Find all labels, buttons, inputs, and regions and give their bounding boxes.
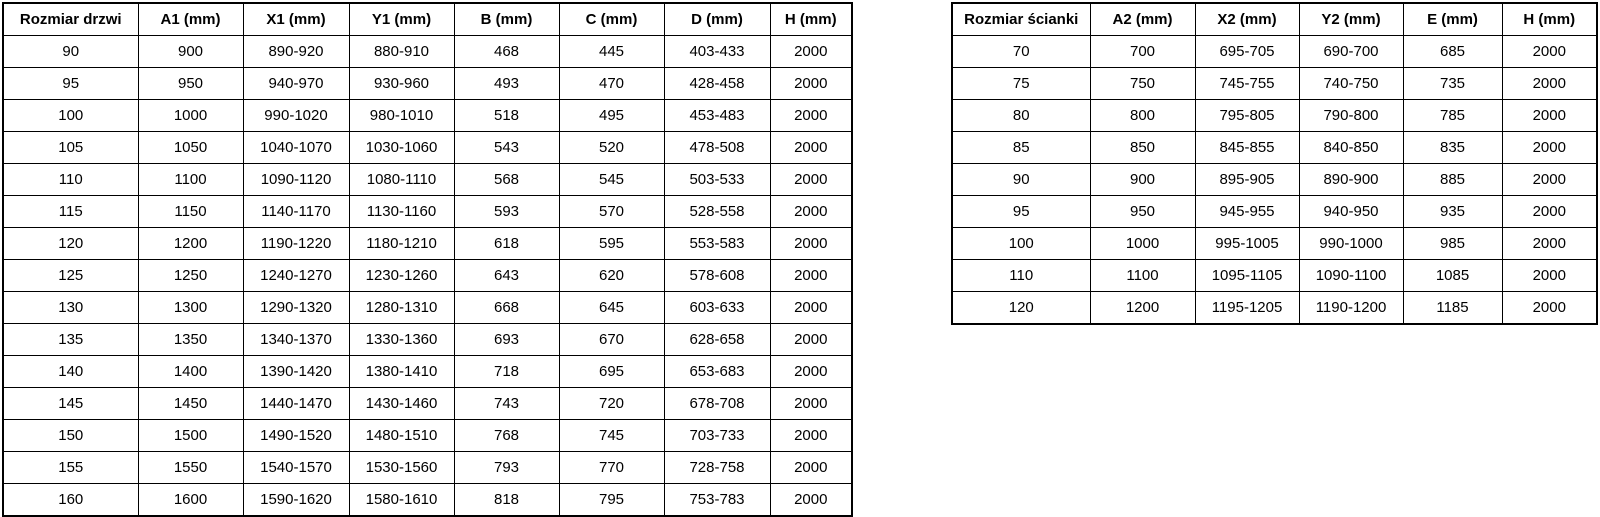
table-cell: 75 [952, 68, 1090, 100]
table-row [3, 68, 852, 100]
table-cell: 990-1000 [1299, 228, 1403, 260]
table-cell: 795 [559, 484, 664, 517]
table-cell: 160 [3, 484, 138, 517]
table-cell: 1095-1105 [1195, 260, 1299, 292]
table-cell: 2000 [1502, 228, 1597, 260]
table-cell: 1040-1070 [243, 132, 349, 164]
table-row [3, 164, 852, 196]
table-cell: 895-905 [1195, 164, 1299, 196]
table-row [952, 100, 1597, 132]
table-cell: 603-633 [664, 292, 770, 324]
table-cell: 470 [559, 68, 664, 100]
table-cell: 793 [454, 452, 559, 484]
table-cell: 1490-1520 [243, 420, 349, 452]
table-cell: 2000 [1502, 292, 1597, 325]
table-cell: 543 [454, 132, 559, 164]
table-cell: 1280-1310 [349, 292, 454, 324]
table-cell: 728-758 [664, 452, 770, 484]
table-cell: 1200 [138, 228, 243, 260]
table-cell: 990-1020 [243, 100, 349, 132]
table-cell: 890-920 [243, 36, 349, 68]
table-cell: 1090-1120 [243, 164, 349, 196]
table-cell: 900 [1090, 164, 1195, 196]
table-cell: 1190-1200 [1299, 292, 1403, 325]
table-cell: 835 [1403, 132, 1502, 164]
table-cell: 1190-1220 [243, 228, 349, 260]
table-cell: 2000 [770, 260, 852, 292]
table-cell: 2000 [1502, 196, 1597, 228]
table-cell: 950 [138, 68, 243, 100]
table-cell: 645 [559, 292, 664, 324]
table-cell: 545 [559, 164, 664, 196]
table-cell: 770 [559, 452, 664, 484]
table-cell: 1480-1510 [349, 420, 454, 452]
table-cell: 110 [952, 260, 1090, 292]
table-cell: 2000 [1502, 164, 1597, 196]
table-cell: 503-533 [664, 164, 770, 196]
table-cell: 468 [454, 36, 559, 68]
table-cell: 945-955 [1195, 196, 1299, 228]
table-cell: 528-558 [664, 196, 770, 228]
table-cell: 695-705 [1195, 36, 1299, 68]
table-cell: 1400 [138, 356, 243, 388]
table-cell: 1500 [138, 420, 243, 452]
table-cell: 1200 [1090, 292, 1195, 325]
table-cell: 1540-1570 [243, 452, 349, 484]
table-row [952, 36, 1597, 68]
table-row [952, 68, 1597, 100]
table-cell: 578-608 [664, 260, 770, 292]
table-cell: 553-583 [664, 228, 770, 260]
column-header: Rozmiar ścianki [952, 3, 1090, 36]
column-header: B (mm) [454, 3, 559, 36]
table-cell: 2000 [770, 484, 852, 517]
table-cell: 453-483 [664, 100, 770, 132]
table-cell: 85 [952, 132, 1090, 164]
table-row [952, 196, 1597, 228]
table-cell: 790-800 [1299, 100, 1403, 132]
table-row [3, 100, 852, 132]
table-cell: 940-950 [1299, 196, 1403, 228]
table-cell: 518 [454, 100, 559, 132]
table-cell: 1600 [138, 484, 243, 517]
table-cell: 618 [454, 228, 559, 260]
table-row [3, 292, 852, 324]
table-row [3, 324, 852, 356]
table-cell: 1000 [138, 100, 243, 132]
table-cell: 950 [1090, 196, 1195, 228]
table-cell: 1000 [1090, 228, 1195, 260]
table-cell: 795-805 [1195, 100, 1299, 132]
table-row [3, 36, 852, 68]
table-row [952, 292, 1597, 325]
table-cell: 1100 [138, 164, 243, 196]
table-cell: 150 [3, 420, 138, 452]
table-cell: 130 [3, 292, 138, 324]
table-cell: 620 [559, 260, 664, 292]
table-cell: 1180-1210 [349, 228, 454, 260]
table-cell: 155 [3, 452, 138, 484]
table-cell: 495 [559, 100, 664, 132]
table-cell: 1530-1560 [349, 452, 454, 484]
table-cell: 445 [559, 36, 664, 68]
column-header: X1 (mm) [243, 3, 349, 36]
table-cell: 1590-1620 [243, 484, 349, 517]
table-cell: 2000 [1502, 132, 1597, 164]
table-cell: 478-508 [664, 132, 770, 164]
table-cell: 1390-1420 [243, 356, 349, 388]
table-cell: 1085 [1403, 260, 1502, 292]
table-cell: 1050 [138, 132, 243, 164]
wall-size-table [951, 2, 1598, 325]
table-cell: 1430-1460 [349, 388, 454, 420]
table-row [3, 132, 852, 164]
column-header: E (mm) [1403, 3, 1502, 36]
table-cell: 520 [559, 132, 664, 164]
table-cell: 670 [559, 324, 664, 356]
table-cell: 120 [952, 292, 1090, 325]
table-cell: 80 [952, 100, 1090, 132]
table-cell: 900 [138, 36, 243, 68]
table-row [3, 484, 852, 517]
table-cell: 1300 [138, 292, 243, 324]
table-row [3, 260, 852, 292]
column-header: X2 (mm) [1195, 3, 1299, 36]
column-header: H (mm) [1502, 3, 1597, 36]
table-cell: 2000 [770, 388, 852, 420]
table-cell: 593 [454, 196, 559, 228]
table-cell: 568 [454, 164, 559, 196]
table-cell: 2000 [770, 164, 852, 196]
table-cell: 768 [454, 420, 559, 452]
table-cell: 2000 [770, 356, 852, 388]
table-row [3, 228, 852, 260]
table-cell: 2000 [770, 324, 852, 356]
table-cell: 1140-1170 [243, 196, 349, 228]
table-cell: 750 [1090, 68, 1195, 100]
door-size-table [2, 2, 853, 517]
table-row [3, 420, 852, 452]
table-cell: 1150 [138, 196, 243, 228]
table-cell: 1440-1470 [243, 388, 349, 420]
table-cell: 428-458 [664, 68, 770, 100]
table-cell: 695 [559, 356, 664, 388]
table-cell: 653-683 [664, 356, 770, 388]
table-row [3, 452, 852, 484]
table-cell: 940-970 [243, 68, 349, 100]
table-cell: 2000 [1502, 100, 1597, 132]
table-cell: 643 [454, 260, 559, 292]
table-cell: 980-1010 [349, 100, 454, 132]
table-cell: 2000 [770, 292, 852, 324]
table-cell: 90 [3, 36, 138, 68]
table-row [952, 260, 1597, 292]
table-cell: 818 [454, 484, 559, 517]
table-cell: 745 [559, 420, 664, 452]
table-row [952, 228, 1597, 260]
table-cell: 1100 [1090, 260, 1195, 292]
table-cell: 985 [1403, 228, 1502, 260]
column-header: C (mm) [559, 3, 664, 36]
table-cell: 135 [3, 324, 138, 356]
table-cell: 2000 [770, 68, 852, 100]
table-cell: 403-433 [664, 36, 770, 68]
table-cell: 718 [454, 356, 559, 388]
table-cell: 935 [1403, 196, 1502, 228]
table-cell: 700 [1090, 36, 1195, 68]
table-cell: 850 [1090, 132, 1195, 164]
table-cell: 145 [3, 388, 138, 420]
table-cell: 2000 [1502, 36, 1597, 68]
table-cell: 703-733 [664, 420, 770, 452]
column-header: A1 (mm) [138, 3, 243, 36]
table-cell: 2000 [1502, 68, 1597, 100]
table-cell: 2000 [770, 196, 852, 228]
table-cell: 845-855 [1195, 132, 1299, 164]
table-cell: 995-1005 [1195, 228, 1299, 260]
table-cell: 720 [559, 388, 664, 420]
table-cell: 105 [3, 132, 138, 164]
table-cell: 1230-1260 [349, 260, 454, 292]
column-header: A2 (mm) [1090, 3, 1195, 36]
table-cell: 1080-1110 [349, 164, 454, 196]
table-cell: 115 [3, 196, 138, 228]
table-cell: 1185 [1403, 292, 1502, 325]
table-cell: 880-910 [349, 36, 454, 68]
table-cell: 110 [3, 164, 138, 196]
table-cell: 1290-1320 [243, 292, 349, 324]
column-header: Rozmiar drzwi [3, 3, 138, 36]
table-cell: 1030-1060 [349, 132, 454, 164]
table-cell: 1240-1270 [243, 260, 349, 292]
column-header: D (mm) [664, 3, 770, 36]
table-cell: 743 [454, 388, 559, 420]
table-cell: 95 [952, 196, 1090, 228]
table-cell: 1250 [138, 260, 243, 292]
table-row [3, 356, 852, 388]
table-cell: 690-700 [1299, 36, 1403, 68]
table-cell: 2000 [770, 452, 852, 484]
table-cell: 678-708 [664, 388, 770, 420]
table-cell: 628-658 [664, 324, 770, 356]
table-cell: 2000 [770, 36, 852, 68]
column-header: Y1 (mm) [349, 3, 454, 36]
table-cell: 100 [3, 100, 138, 132]
table-cell: 1380-1410 [349, 356, 454, 388]
table-cell: 2000 [770, 420, 852, 452]
table-cell: 930-960 [349, 68, 454, 100]
table-cell: 745-755 [1195, 68, 1299, 100]
table-cell: 693 [454, 324, 559, 356]
table-cell: 90 [952, 164, 1090, 196]
table-cell: 840-850 [1299, 132, 1403, 164]
table-cell: 2000 [770, 228, 852, 260]
table-cell: 2000 [770, 100, 852, 132]
table-cell: 125 [3, 260, 138, 292]
table-cell: 1090-1100 [1299, 260, 1403, 292]
table-cell: 890-900 [1299, 164, 1403, 196]
table-cell: 1130-1160 [349, 196, 454, 228]
table-cell: 140 [3, 356, 138, 388]
table-cell: 685 [1403, 36, 1502, 68]
table-cell: 740-750 [1299, 68, 1403, 100]
table-cell: 1350 [138, 324, 243, 356]
table-cell: 1195-1205 [1195, 292, 1299, 325]
table-cell: 885 [1403, 164, 1502, 196]
table-cell: 753-783 [664, 484, 770, 517]
header-row [3, 3, 852, 36]
table-cell: 668 [454, 292, 559, 324]
table-cell: 1330-1360 [349, 324, 454, 356]
column-header: H (mm) [770, 3, 852, 36]
table-cell: 493 [454, 68, 559, 100]
table-row [952, 132, 1597, 164]
table-cell: 1550 [138, 452, 243, 484]
table-cell: 100 [952, 228, 1090, 260]
table-cell: 595 [559, 228, 664, 260]
table-cell: 1450 [138, 388, 243, 420]
table-cell: 2000 [1502, 260, 1597, 292]
table-cell: 785 [1403, 100, 1502, 132]
header-row [952, 3, 1597, 36]
table-cell: 95 [3, 68, 138, 100]
table-row [952, 164, 1597, 196]
table-row [3, 388, 852, 420]
table-cell: 735 [1403, 68, 1502, 100]
table-cell: 120 [3, 228, 138, 260]
table-cell: 70 [952, 36, 1090, 68]
table-cell: 570 [559, 196, 664, 228]
table-cell: 1580-1610 [349, 484, 454, 517]
column-header: Y2 (mm) [1299, 3, 1403, 36]
table-cell: 800 [1090, 100, 1195, 132]
table-cell: 2000 [770, 132, 852, 164]
table-cell: 1340-1370 [243, 324, 349, 356]
table-row [3, 196, 852, 228]
